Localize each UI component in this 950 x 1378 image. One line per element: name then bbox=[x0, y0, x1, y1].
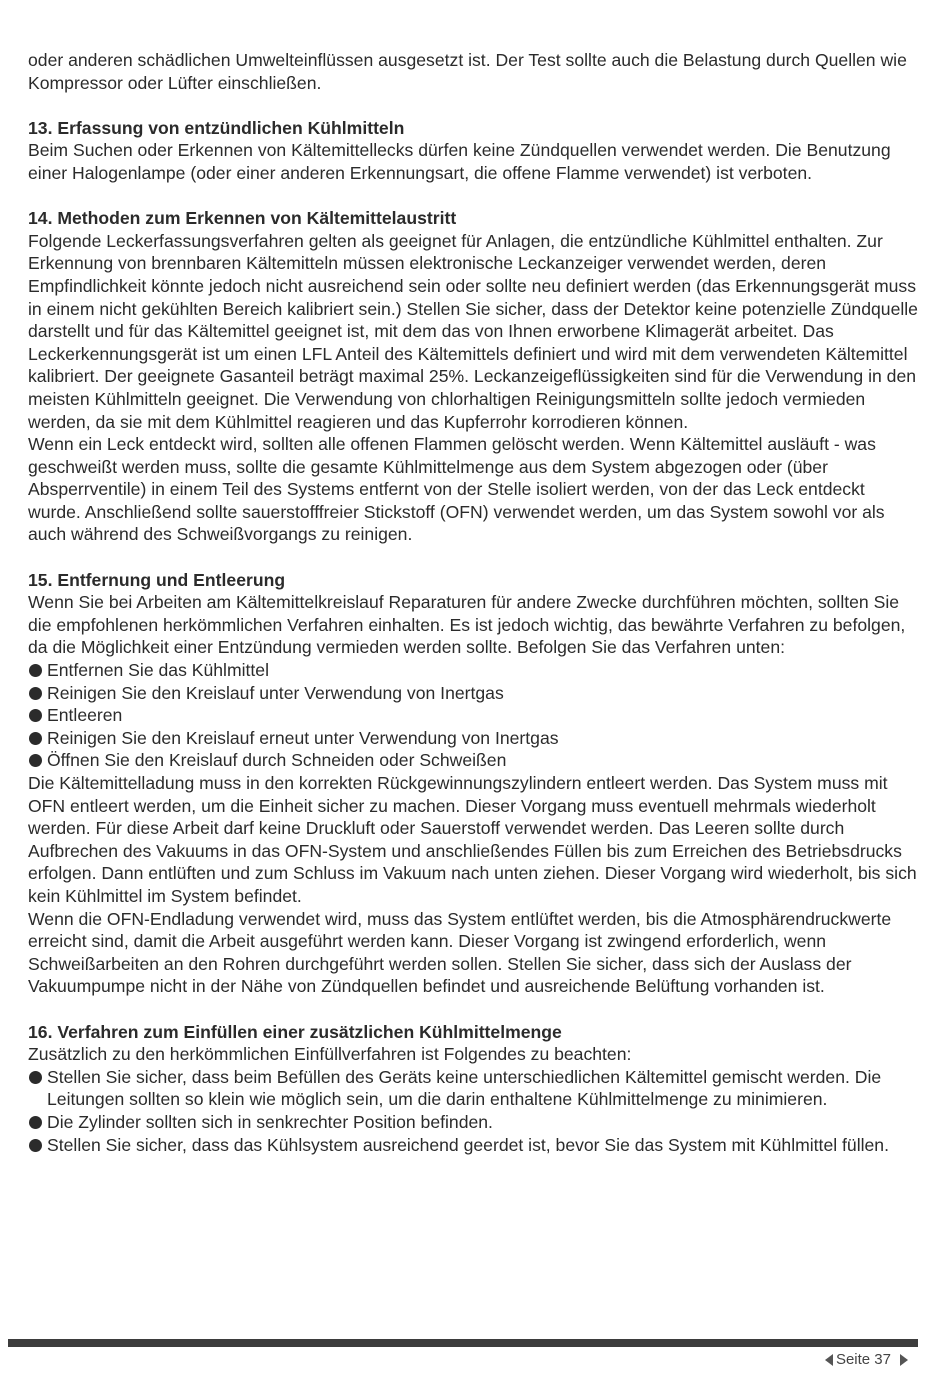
section-14-paragraph-2: Wenn ein Leck entdeckt wird, sollten alle offenen Flammen gelöscht werden. Wenn Kältemittel ausläuft - was geschweißt werden muss, sollte die gesamte Kühlmittelmenge aus dem System abgezogen oder (über Absperrventile) in einem Teil des Systems entfernt von der Stelle isoliert werden, von der das Leck entdeckt wurde. Anschließend sollte sauerstofffreier Stickstoff (OFN) verwendet werden, um das System sowohl vor als auch während des Schweißvorgangs zu reinigen. bbox=[28, 434, 885, 545]
section-15-bullet-list bbox=[28, 659, 920, 772]
list-item: Stellen Sie sicher, dass beim Befüllen des Geräts keine unterschiedlichen Kältemittel gemischt werden. Die Leitungen sollten so klein wie möglich sein, um die darin enthaltene Kühlmittelmenge zu minimieren. bbox=[28, 1066, 920, 1111]
list-item: Öffnen Sie den Kreislauf durch Schneiden oder Schweißen bbox=[28, 749, 920, 772]
footer-divider-bar bbox=[8, 1339, 918, 1347]
section-16-bullet-list bbox=[28, 1066, 920, 1156]
section-16-heading: 16. Verfahren zum Einfüllen einer zusätzlichen Kühlmittelmenge bbox=[28, 1021, 562, 1042]
list-item: Entleeren bbox=[28, 704, 920, 727]
document-body bbox=[28, 49, 920, 1156]
triangle-left-icon[interactable] bbox=[825, 1354, 833, 1366]
section-16-paragraph-1: Zusätzlich zu den herkömmlichen Einfüllverfahren ist Folgendes zu beachten: bbox=[28, 1044, 632, 1065]
section-14-paragraph-1: Folgende Leckerfassungsverfahren gelten als geeignet für Anlagen, die entzündliche Kühlmittel enthalten. Zur Erkennung von brennbaren Kältemitteln müssen elektronische Leckanzeiger verwendet werden, deren Empfindlichkeit könnte jedoch nicht ausreichend sein oder sollte neu definiert werden (das Erkennungsgerät muss in einem nicht gekühlten Bereich kalibriert sein.) Stellen Sie sicher, dass der Detektor keine potenzielle Zündquelle darstellt und für das Kältemittel geeignet ist, mit dem das von Ihnen erworbene Klimagerät arbeitet. Das Leckerkennungsgerät ist um einen LFL Anteil des Kältemittels definiert und wird mit dem verwendeten Kältemittel kalibriert. Der geeignete Gasanteil beträgt maximal 25%. Leckanzeigeflüssigkeiten sind für die Verwendung in den meisten Kühlmitteln geeignet. Die Verwendung von chlorhaltigen Reinigungsmitteln sollte jedoch vermieden werden, da sie mit dem Kühlmittel reagieren und das Kupferrohr korrodieren können. bbox=[28, 230, 918, 432]
section-15-heading: 15. Entfernung und Entleerung bbox=[28, 569, 286, 590]
list-item: Entfernen Sie das Kühlmittel bbox=[28, 659, 920, 682]
list-item: Reinigen Sie den Kreislauf unter Verwendung von Inertgas bbox=[28, 682, 920, 705]
section-13-heading: 13. Erfassung von entzündlichen Kühlmitteln bbox=[28, 117, 405, 138]
section-15-paragraph-3: Wenn die OFN-Endladung verwendet wird, muss das System entlüftet werden, bis die Atmosphärendruckwerte erreicht sind, damit die Arbeit ausgeführt werden kann. Dieser Vorgang ist zwingend erforderlich, wenn Schweißarbeiten an den Rohren durchgeführt werden sollen. Stellen Sie sicher, dass sich der Auslass der Vakuumpumpe nicht in der Nähe von Zündquellen befindet und ausreichende Belüftung vorhanden ist. bbox=[28, 908, 892, 997]
intro-paragraph: oder anderen schädlichen Umwelteinflüssen ausgesetzt ist. Der Test sollte auch die Belastung durch Quellen wie Kompressor oder Lüfter einschließen. bbox=[28, 50, 907, 93]
section-16 bbox=[28, 1021, 920, 1157]
page-number-label: Seite 37 bbox=[835, 1351, 891, 1368]
section-13 bbox=[28, 117, 920, 185]
list-item: Die Zylinder sollten sich in senkrechter Position befinden. bbox=[28, 1111, 920, 1134]
page-navigation bbox=[825, 1351, 908, 1369]
section-15-paragraph-1: Wenn Sie bei Arbeiten am Kältemittelkreislauf Reparaturen für andere Zwecke durchführen möchten, sollten Sie die empfohlenen herkömmlichen Verfahren einhalten. Es ist jedoch wichtig, das bewährte Verfahren zu befolgen, da die Möglichkeit einer Entzündung vermieden werden sollte. Befolgen Sie das Verfahren unten: bbox=[28, 592, 906, 658]
section-15-paragraph-2: Die Kältemittelladung muss in den korrekten Rückgewinnungszylindern entleert werden. Das System muss mit OFN entleert werden, um die Einheit sicher zu machen. Dieser Vorgang muss eventuell mehrmals wiederholt werden. Für diese Arbeit darf keine Druckluft oder Sauerstoff verwendet werden. Das Leeren sollte durch Aufbrechen des Vakuums in das OFN-System und anschließendes Füllen bis zum Erreichen des Betriebsdrucks erfolgen. Dann entlüften und zum Schluss im Vakuum nach unten ziehen. Dieser Vorgang wird wiederholt, bis sich kein Kühlmittel im System befindet. bbox=[28, 773, 917, 906]
section-13-paragraph: Beim Suchen oder Erkennen von Kältemittellecks dürfen keine Zündquellen verwendet werden. Die Benutzung einer Halogenlampe (oder einer anderen Erkennungsart, die offene Flamme verwendet) ist verboten. bbox=[28, 140, 891, 183]
list-item: Stellen Sie sicher, dass das Kühlsystem ausreichend geerdet ist, bevor Sie das System mit Kühlmittel füllen. bbox=[28, 1134, 920, 1157]
section-14 bbox=[28, 207, 920, 546]
section-14-heading: 14. Methoden zum Erkennen von Kältemittelaustritt bbox=[28, 208, 457, 229]
triangle-right-icon[interactable] bbox=[900, 1354, 908, 1366]
section-15 bbox=[28, 569, 920, 998]
list-item: Reinigen Sie den Kreislauf erneut unter Verwendung von Inertgas bbox=[28, 727, 920, 750]
